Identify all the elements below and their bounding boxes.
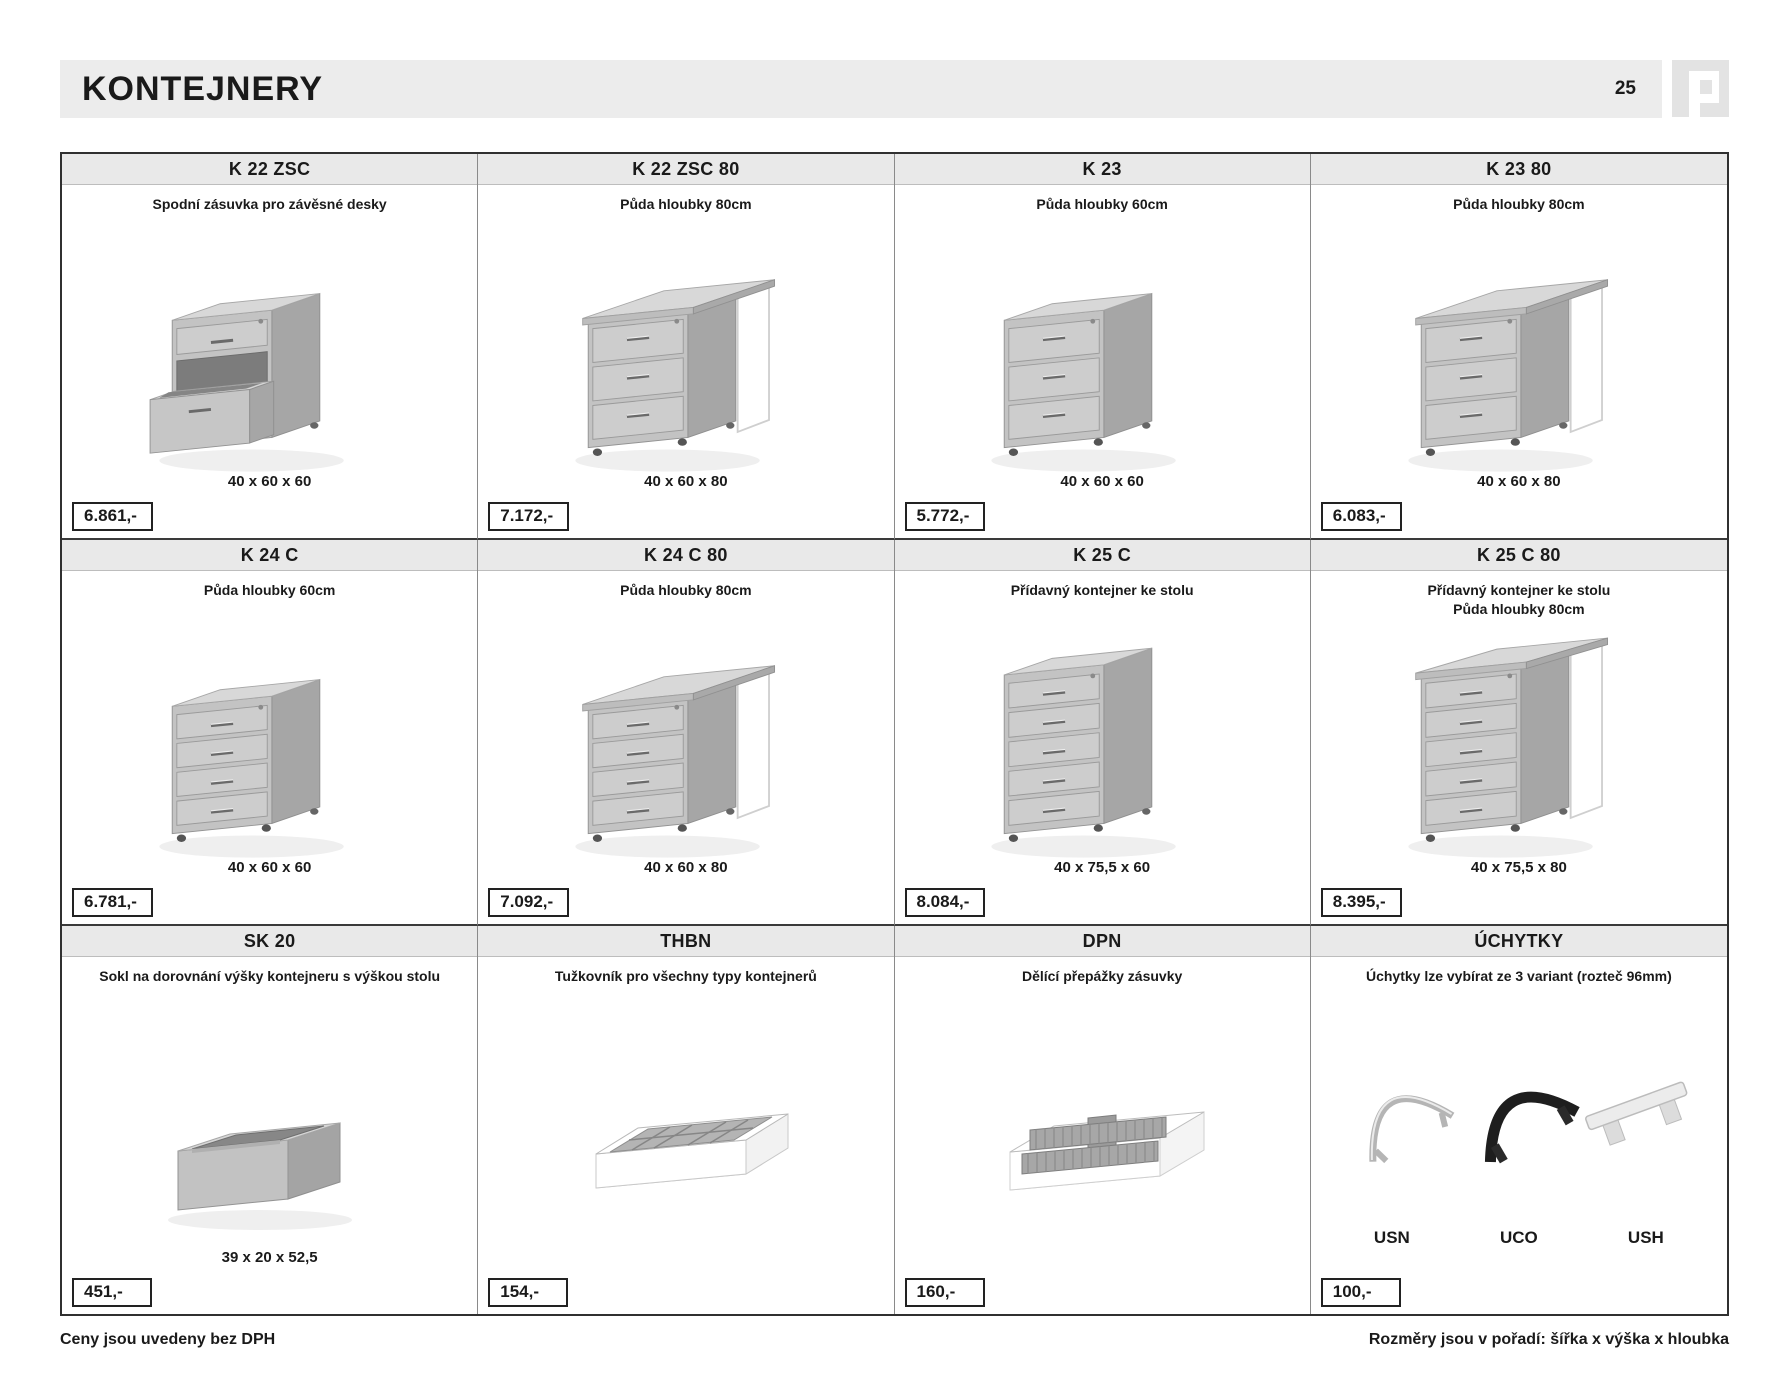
cabinet-3-deep-illustration	[1311, 235, 1727, 538]
product-code: K 24 C	[62, 540, 477, 571]
product-code: K 23 80	[1311, 154, 1727, 185]
product-description	[478, 195, 893, 235]
product-description	[62, 967, 477, 1007]
product-description	[62, 581, 477, 621]
p-logo-icon	[1672, 60, 1729, 117]
handle-variant-label: UCO	[1499, 1228, 1538, 1247]
product-dimensions: 40 x 60 x 80	[1477, 473, 1561, 490]
drawer-dividers-illustration	[895, 1007, 1310, 1314]
price-tag: 8.084,-	[905, 888, 986, 917]
product-description-line: Spodní zásuvka pro závěsné desky	[152, 196, 387, 212]
price-tag: 160,-	[905, 1278, 985, 1307]
product-dimensions: 40 x 60 x 80	[644, 859, 728, 876]
product-code: DPN	[895, 926, 1310, 957]
product-dimensions: 40 x 60 x 60	[227, 859, 312, 876]
product-cell	[62, 154, 478, 540]
price-tag: 7.172,-	[488, 502, 569, 531]
product-description	[1311, 967, 1727, 1007]
plinth-box-illustration	[62, 1007, 477, 1314]
price-tag: 154,-	[488, 1278, 568, 1307]
product-description	[895, 967, 1310, 1007]
footer-note-prices: Ceny jsou uvedeny bez DPH	[60, 1331, 276, 1348]
product-cell	[895, 540, 1311, 926]
product-description-line: Sokl na dorovnání výšky kontejneru s výškou stolu	[99, 968, 441, 984]
product-dimensions: 40 x 75,5 x 80	[1470, 859, 1567, 876]
product-description	[895, 581, 1310, 621]
price-tag: 100,-	[1321, 1278, 1401, 1307]
product-code: K 22 ZSC 80	[478, 154, 893, 185]
product-cell	[895, 154, 1311, 540]
cabinet-3-illustration	[895, 235, 1310, 538]
product-description-line: Půda hloubky 80cm	[620, 582, 752, 598]
product-dimensions: 40 x 75,5 x 60	[1054, 859, 1151, 876]
product-dimensions: 39 x 20 x 52,5	[221, 1249, 318, 1266]
page-header-bar	[60, 60, 1662, 118]
cabinet-3-deep-illustration	[478, 235, 893, 538]
handle-variant-label: USH	[1627, 1228, 1664, 1247]
product-description	[478, 967, 893, 1007]
product-dimensions: 40 x 60 x 80	[644, 473, 728, 490]
product-code: K 24 C 80	[478, 540, 893, 571]
product-cell	[478, 154, 894, 540]
product-code: K 25 C	[895, 540, 1310, 571]
product-cell	[1311, 926, 1727, 1314]
pencil-tray-illustration	[478, 1007, 893, 1314]
product-description-line: Půda hloubky 60cm	[1036, 196, 1168, 212]
price-tag: 7.092,-	[488, 888, 569, 917]
product-description	[1311, 581, 1727, 621]
cabinet-open-drawer-illustration	[62, 235, 477, 538]
cabinet-5-deep-illustration	[1311, 621, 1727, 924]
product-description	[895, 195, 1310, 235]
handles-trio-illustration	[1311, 1007, 1727, 1314]
cabinet-5-illustration	[895, 621, 1310, 924]
handle-variant-label: USN	[1373, 1228, 1410, 1247]
page-title: KONTEJNERY	[82, 69, 324, 108]
footer-note-dimensions: Rozměry jsou v pořadí: šířka x výška x hloubka	[1368, 1331, 1729, 1348]
product-description-line: Dělící přepážky zásuvky	[1021, 968, 1183, 984]
product-code: K 25 C 80	[1311, 540, 1727, 571]
product-description	[1311, 195, 1727, 235]
product-dimensions: 40 x 60 x 60	[1060, 473, 1144, 490]
product-description	[62, 195, 477, 235]
product-cell	[1311, 154, 1727, 540]
product-description-line: Půda hloubky 80cm	[1453, 196, 1585, 212]
product-cell	[478, 926, 894, 1314]
product-code: ÚCHYTKY	[1311, 926, 1727, 957]
product-description-line: Tužkovník pro všechny typy kontejnerů	[554, 968, 817, 984]
cabinet-4-illustration	[62, 621, 477, 924]
price-tag: 6.781,-	[72, 888, 153, 917]
product-description-line: Přídavný kontejner ke stolu	[1427, 582, 1611, 598]
product-code: SK 20	[62, 926, 477, 957]
product-cell	[1311, 540, 1727, 926]
price-tag: 6.083,-	[1321, 502, 1402, 531]
product-code: THBN	[478, 926, 893, 957]
cabinet-4-deep-illustration	[478, 621, 893, 924]
product-description-line: Půda hloubky 80cm	[620, 196, 752, 212]
product-code: K 22 ZSC	[62, 154, 477, 185]
product-description	[478, 581, 893, 621]
product-description-line: Úchytky lze vybírat ze 3 variant (rozteč 96mm)	[1365, 968, 1672, 984]
product-cell	[62, 926, 478, 1314]
handle-variant-labels	[1311, 1228, 1727, 1248]
product-cell	[62, 540, 478, 926]
product-cell	[478, 540, 894, 926]
price-tag: 6.861,-	[72, 502, 153, 531]
price-tag: 5.772,-	[905, 502, 986, 531]
product-description-line: Půda hloubky 80cm	[1453, 601, 1585, 617]
price-tag: 451,-	[72, 1278, 152, 1307]
page-footer	[60, 1331, 1729, 1349]
price-tag: 8.395,-	[1321, 888, 1402, 917]
product-code: K 23	[895, 154, 1310, 185]
product-dimensions: 40 x 60 x 60	[227, 473, 312, 490]
product-description-line: Přídavný kontejner ke stolu	[1010, 582, 1194, 598]
page-number: 25	[1614, 78, 1636, 99]
product-description-line: Půda hloubky 60cm	[203, 582, 336, 598]
product-cell	[895, 926, 1311, 1314]
product-grid	[60, 152, 1729, 1316]
